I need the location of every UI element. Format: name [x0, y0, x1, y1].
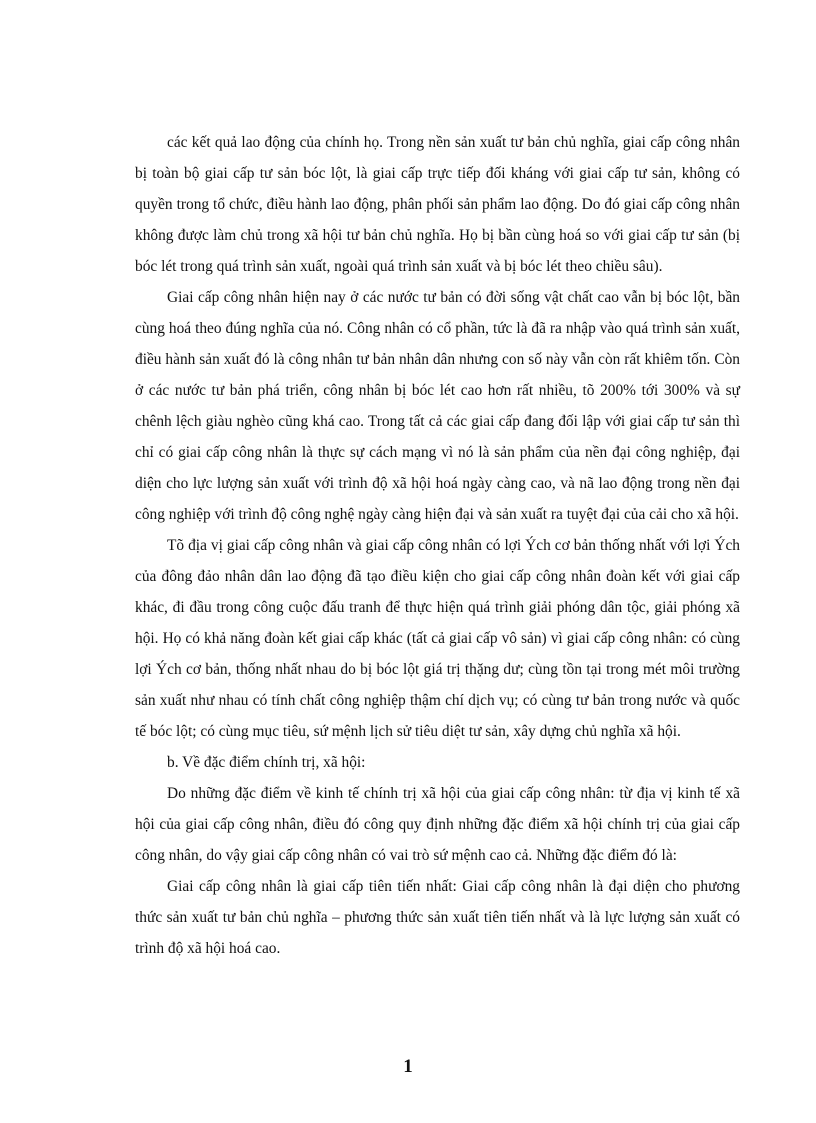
- paragraph-5: Giai cấp công nhân là giai cấp tiên tiến nhất: Giai cấp công nhân là đại diện cho phương thức sản xuất tư bản chủ nghĩa – phương thức sản xuất tiên tiến nhất và là lực lượng sản xuất có trình độ xã hội hoá cao.: [135, 878, 740, 957]
- page-number: 1: [403, 1056, 413, 1077]
- paragraph-3: Tõ địa vị giai cấp công nhân và giai cấp công nhân có lợi Ých cơ bản thống nhất với lợi Ých của đông đảo nhân dân lao động đã tạo điều kiện cho giai cấp công nhân đoàn kết với giai cấp khác, đi đầu trong công cuộc đấu tranh để thực hiện quá trình giải phóng dân tộc, giải phóng xã hội. Họ có khả năng đoàn kết giai cấp khác (tất cả giai cấp vô sản) vì giai cấp công nhân: có cùng lợi Ých cơ bản, thống nhất nhau do bị bóc lột giá trị thặng dư; cùng tồn tại trong mét môi trường sản xuất như nhau có tính chất công nghiệp thậm chí dịch vụ; có cùng tư bản trong nước và quốc tế bóc lột; có cùng mục tiêu, sứ mệnh lịch sử tiêu diệt tư sản, xây dựng chủ nghĩa xã hội.: [135, 537, 740, 740]
- document-body: [135, 127, 740, 964]
- section-heading: b. Về đặc điểm chính trị, xã hội:: [167, 754, 366, 771]
- paragraph-4: Do những đặc điểm về kinh tế chính trị xã hội của giai cấp công nhân: từ địa vị kinh tế xã hội của giai cấp công nhân, điều đó công quy định những đặc điểm xã hội chính trị của giai cấp công nhân, do vậy giai cấp công nhân có vai trò sứ mệnh cao cả. Những đặc điểm đó là:: [135, 785, 740, 864]
- paragraph-1: các kết quả lao động của chính họ. Trong nền sản xuất tư bản chủ nghĩa, giai cấp công nhân bị toàn bộ giai cấp tư sản bóc lột, là giai cấp trực tiếp đối kháng với giai cấp tư sản, không có quyền trong tổ chức, điều hành lao động, phân phối sản phẩm lao động. Do đó giai cấp công nhân không được làm chủ trong xã hội tư bản chủ nghĩa. Họ bị bần cùng hoá so với giai cấp tư sản (bị bóc lét trong quá trình sản xuất, ngoài quá trình sản xuất và bị bóc lét theo chiều sâu).: [135, 134, 740, 275]
- paragraph-2: Giai cấp công nhân hiện nay ở các nước tư bản có đời sống vật chất cao vẫn bị bóc lột, bần cùng hoá theo đúng nghĩa của nó. Công nhân có cổ phần, tức là đã ra nhập vào quá trình sản xuất, điều hành sản xuất đó là công nhân tư bản nhân dân nhưng con số này vẫn còn rất khiêm tốn. Còn ở các nước tư bản phá triển, công nhân bị bóc lét cao hơn rất nhiều, tõ 200% tới 300% và sự chênh lệch giàu nghèo cũng khá cao. Trong tất cả các giai cấp đang đối lập với giai cấp tư sản thì chỉ có giai cấp công nhân là thực sự cách mạng vì nó là sản phẩm của nền đại công nghiệp, đại diện cho lực lượng sản xuất với trình độ xã hội hoá ngày càng cao, và nã lao động trong nền đại công nghiệp với trình độ công nghệ ngày càng hiện đại và sản xuất ra tuyệt đại của cải cho xã hội.: [135, 289, 740, 523]
